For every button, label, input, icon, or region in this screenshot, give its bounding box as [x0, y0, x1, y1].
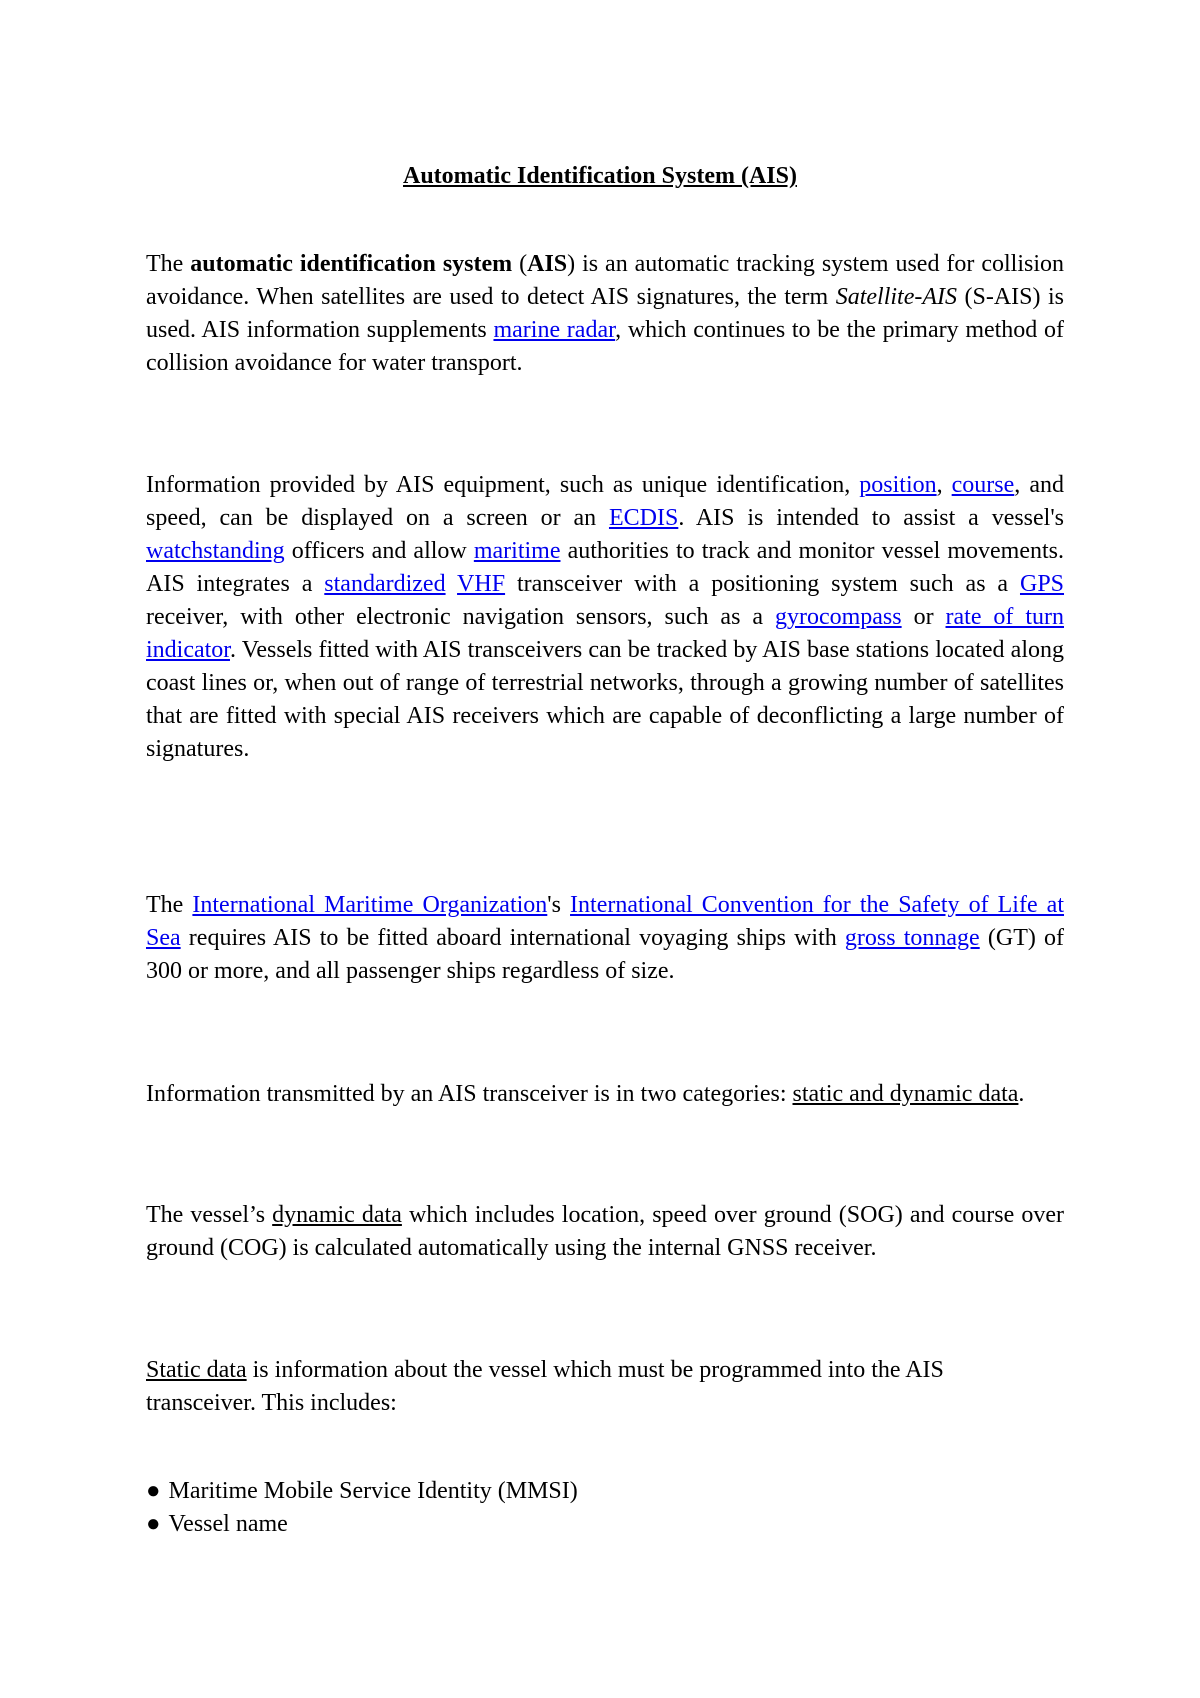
text: , which continues to be the primary method of collision avoidance for water transport.	[146, 317, 1065, 376]
text: . Vessels fitted with AIS transceivers can be tracked by AIS base stations located along coast lines or, when out of range of terrestrial networks, through a growing number of satellites that are fitted with special AIS receivers which are capable of deconflicting a large number of signatures.	[146, 637, 1064, 762]
paragraph-ais-information	[146, 469, 1064, 766]
text: (S-AIS) is used. AIS information supplements	[146, 284, 1064, 343]
static-data-list	[146, 1475, 1046, 1541]
text	[446, 571, 457, 597]
paragraph-dynamic-data	[146, 1199, 1064, 1265]
italic-term: Satellite-AIS	[835, 284, 958, 310]
text: is information about the vessel which must be programmed into the AIS transceiver. This includes:	[146, 1357, 944, 1416]
text: Information transmitted by an AIS transceiver is in two categories:	[146, 1081, 793, 1107]
list-item-text: Maritime Mobile Service Identity (MMSI)	[168, 1478, 578, 1504]
text: (	[512, 251, 528, 277]
bullet-icon: ●	[146, 1478, 161, 1504]
text: Information provided by AIS equipment, such as unique identification,	[146, 472, 860, 498]
link-standardized[interactable]: standardized	[324, 571, 446, 597]
paragraph-static-data	[146, 1354, 1046, 1420]
bold-term: automatic identification system	[190, 251, 513, 277]
text: . AIS is intended to assist a vessel's	[678, 505, 1065, 531]
link-international-maritime-organization[interactable]: International Maritime Organization	[192, 892, 548, 918]
text: The vessel’s	[146, 1202, 273, 1228]
text: ) is an automatic tracking system used for collision avoidance. When satellites are used to detect AIS signatures, the term	[146, 251, 1064, 310]
text: authorities to track and monitor vessel movements. AIS integrates a	[146, 538, 1065, 597]
link-solas-convention[interactable]: International Convention for the Safety of Life at Sea	[146, 892, 1065, 951]
text: .	[1018, 1081, 1025, 1107]
underlined-term: Static data	[146, 1357, 247, 1383]
text: requires AIS to be fitted aboard international voyaging ships with	[180, 925, 845, 951]
underlined-term: dynamic data	[272, 1202, 402, 1228]
paragraph-data-categories	[146, 1078, 1064, 1111]
link-maritime[interactable]: maritime	[473, 538, 561, 564]
list-item	[146, 1508, 1046, 1541]
list-item-text: Vessel name	[168, 1511, 288, 1537]
link-watchstanding[interactable]: watchstanding	[146, 538, 285, 564]
link-gyrocompass[interactable]: gyrocompass	[774, 604, 902, 630]
text: (GT) of 300 or more, and all passenger ships regardless of size.	[146, 925, 1064, 984]
text: ,	[936, 472, 952, 498]
text: officers and allow	[284, 538, 474, 564]
text: The	[146, 892, 193, 918]
text: , and speed, can be displayed on a screen or an	[146, 472, 1064, 531]
link-course[interactable]: course	[951, 472, 1015, 498]
link-rate-of-turn-indicator[interactable]: rate of turn indicator	[146, 604, 1064, 663]
link-gps[interactable]: GPS	[1019, 571, 1065, 597]
text: 's	[547, 892, 571, 918]
link-gross-tonnage[interactable]: gross tonnage	[844, 925, 980, 951]
paragraph-imo-requirements	[146, 889, 1064, 988]
text: transceiver with a positioning system such as a	[505, 571, 1020, 597]
text: The	[146, 251, 191, 277]
link-vhf[interactable]: VHF	[457, 571, 506, 597]
link-marine-radar[interactable]: marine radar	[493, 317, 616, 343]
link-ecdis[interactable]: ECDIS	[608, 505, 679, 531]
list-item	[146, 1475, 1046, 1508]
paragraph-ais-intro	[146, 248, 1064, 380]
bold-abbreviation: AIS	[527, 251, 568, 277]
bullet-icon: ●	[146, 1511, 161, 1537]
document-title: Automatic Identification System (AIS)	[403, 163, 797, 189]
text: receiver, with other electronic navigation sensors, such as a	[146, 604, 775, 630]
underlined-term: static and dynamic data	[792, 1081, 1019, 1107]
link-position[interactable]: position	[859, 472, 937, 498]
text: which includes location, speed over ground (SOG) and course over ground (COG) is calculated automatically using the internal GNSS receiver.	[146, 1202, 1064, 1261]
text: or	[901, 604, 946, 630]
